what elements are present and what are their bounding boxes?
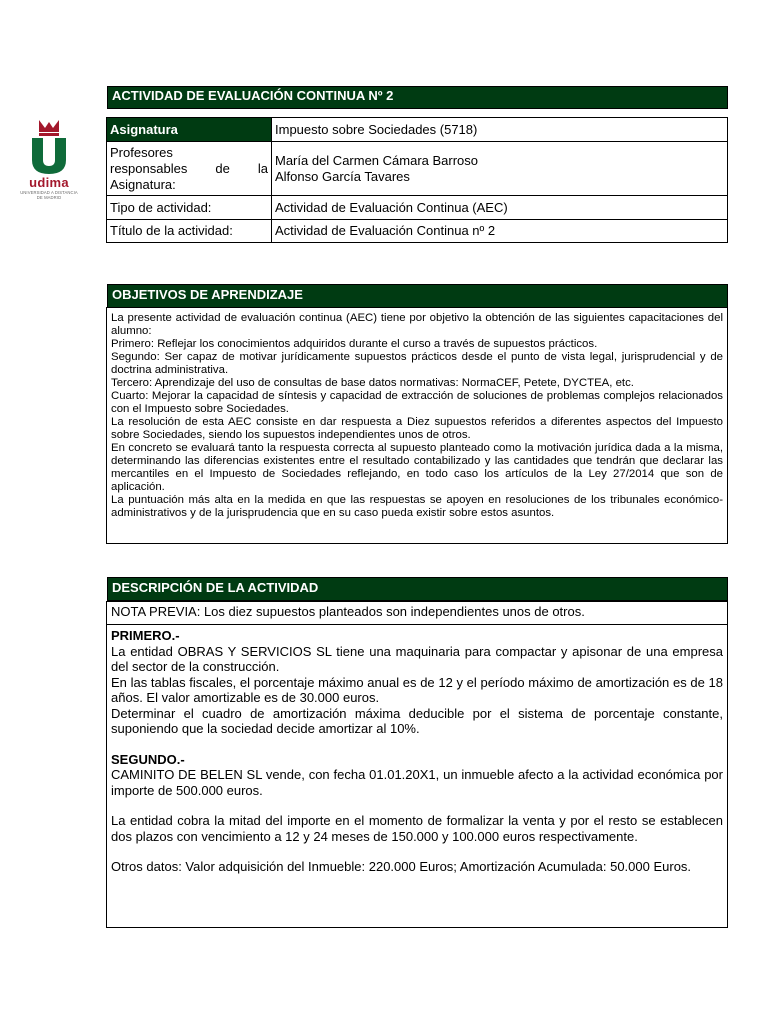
tipo-row — [107, 196, 728, 220]
profesores-label-line2: responsables de la — [110, 160, 268, 176]
activity-title-bar — [107, 86, 728, 109]
activity-title: ACTIVIDAD DE EVALUACIÓN CONTINUA Nº 2 — [112, 88, 394, 103]
profesores-label-line3: Asignatura: — [110, 176, 176, 192]
logo-tagline-1: UNIVERSIDAD A DISTANCIA — [20, 190, 78, 195]
tipo-value: Actividad de Evaluación Continua (AEC) — [272, 196, 728, 220]
profesor-2: Alfonso García Tavares — [275, 168, 410, 184]
primero-paragraph: Determinar el cuadro de amortización máxima deducible por el sistema de porcentaje constante, suponiendo que la sociedad decide amortizar al 10%. — [111, 705, 723, 736]
segundo-paragraph: Otros datos: Valor adquisición del Inmueble: 220.000 Euros; Amortización Acumulada: 50.000 Euros. — [111, 859, 692, 874]
primero-heading: PRIMERO.- — [111, 628, 180, 643]
titulo-label: Título de la actividad: — [107, 220, 272, 243]
profesor-1: María del Carmen Cámara Barroso — [275, 152, 479, 168]
profesores-label — [107, 142, 272, 196]
logo-brand-text: udima — [29, 175, 69, 190]
objetivos-paragraph: La puntuación más alta en la medida en que las respuestas se apoyen en resoluciones de los tribunales económico-administrativos y de la jurisprudencia que en su caso pueda existir sobre estos asuntos. — [111, 494, 723, 519]
objetivos-paragraph: Tercero: Aprendizaje del uso de consultas de base datos normativas: NormaCEF, Petete, DYCTEA, etc. — [111, 377, 634, 389]
asignatura-value: Impuesto sobre Sociedades (5718) — [272, 118, 728, 142]
objetivos-paragraph: La resolución de esta AEC consiste en dar respuesta a Diez supuestos referidos a diferentes aspectos del Impuesto sobre Sociedades, siendo los supuestos independientes unos de otros. — [111, 416, 723, 441]
udima-u-emblem-icon — [29, 118, 69, 176]
asignatura-row — [107, 118, 728, 142]
profesores-row — [107, 142, 728, 196]
objetivos-title-bar — [107, 284, 728, 308]
objetivos-paragraph: Primero: Reflejar los conocimientos adquiridos durante el curso a través de supuestos prácticos. — [111, 338, 598, 350]
segundo-heading: SEGUNDO.- — [111, 751, 185, 767]
primero-paragraph: En las tablas fiscales, el porcentaje máximo anual es de 12 y el período máximo de amortización es de 18 años. El valor amortizable es de 30.000 euros. — [111, 674, 723, 705]
segundo-paragraph: CAMINITO DE BELEN SL vende, con fecha 01.01.20X1, un inmueble afecto a la actividad económica por importe de 500.000 euros. — [111, 767, 723, 798]
logo-tagline-2: DE MADRID — [36, 195, 62, 200]
primero-paragraph: La entidad OBRAS Y SERVICIOS SL tiene una maquinaria para compactar y apisonar de una empresa del sector de la construcción. — [111, 643, 723, 674]
objetivos-paragraph: Cuarto: Mejorar la capacidad de síntesis y capacidad de extracción de soluciones de problemas complejos relacionados con el Impuesto sobre Sociedades. — [111, 390, 723, 415]
titulo-row — [107, 220, 728, 243]
objetivos-paragraph: La presente actividad de evaluación continua (AEC) tiene por objetivo la obtención de las siguientes capacitaciones del alumno: — [111, 312, 723, 337]
asignatura-label: Asignatura — [107, 118, 272, 142]
objetivos-box — [106, 307, 728, 544]
objetivos-paragraph: En concreto se evaluará tanto la respuesta correcta al supuesto planteado como la motivación jurídica dada a la misma, determinando las diferencias existentes entre el resultado contabilizado y las cantidades que tendrán que declarar las mercantiles en el Impuesto de Sociedades reflejando, en todo caso los artículos de la Ley 27/2014 que son de aplicación. — [111, 442, 723, 493]
profesores-label-line1: Profesores — [110, 144, 173, 160]
descripcion-title: DESCRIPCIÓN DE LA ACTIVIDAD — [112, 580, 319, 595]
objetivos-title: OBJETIVOS DE APRENDIZAJE — [112, 287, 303, 302]
nota-previa-box — [106, 601, 728, 625]
nota-previa-text: NOTA PREVIA: Los diez supuestos planteados son independientes unos de otros. — [111, 604, 585, 619]
udima-logo — [18, 118, 80, 200]
supuestos-box — [106, 625, 728, 928]
subject-info-table — [106, 117, 728, 243]
objetivos-paragraph: Segundo: Ser capaz de motivar jurídicamente supuestos prácticos desde el punto de vista legal, jurisprudencial y de doctrina administrativa. — [111, 351, 723, 376]
profesores-value — [272, 142, 728, 196]
segundo-paragraph: La entidad cobra la mitad del importe en el momento de formalizar la venta y por el resto se establecen dos plazos con vencimiento a 12 y 24 meses de 150.000 y 100.000 euros respectivamente. — [111, 813, 723, 844]
titulo-value: Actividad de Evaluación Continua nº 2 — [272, 220, 728, 243]
tipo-label: Tipo de actividad: — [107, 196, 272, 220]
descripcion-title-bar — [107, 577, 728, 601]
